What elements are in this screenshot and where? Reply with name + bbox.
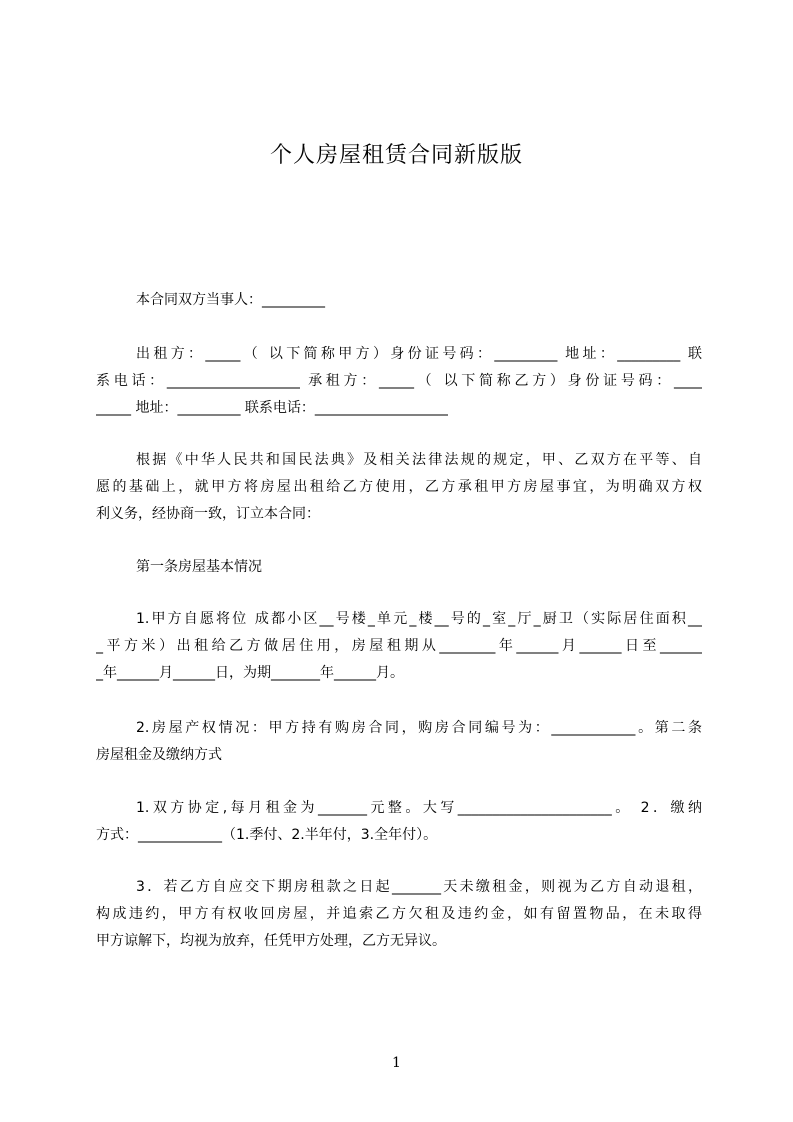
text-line: 3．若乙方自应交下期房租款之日起_______天未缴租金，则视为乙方自动退租， — [136, 879, 702, 895]
text-line: _____ 地址：_________ 联系电话：___________________ — [96, 400, 448, 416]
legal-basis-paragraph — [96, 447, 702, 528]
article-1-heading — [96, 554, 702, 581]
text-line: 构成违约，甲方有权收回房屋，并追索乙方欠租及违约金，如有留置物品，在未取得 — [96, 906, 702, 922]
lessor-lessee-paragraph — [96, 341, 702, 422]
text-line: 第一条房屋基本情况 — [136, 559, 262, 575]
text-line: 根据《中华人民共和国民法典》及相关法律法规的规定，甲、乙双方在平等、自 — [136, 452, 702, 468]
page-number: 1 — [392, 1055, 401, 1071]
document-title: 个人房屋租赁合同新版版 — [269, 143, 523, 168]
text-line: 1.甲方自愿将位 成都小区__号楼_单元_楼__号的_室_厅_厨卫（实际居住面积__ — [136, 611, 702, 627]
clause-property-rights — [96, 715, 702, 769]
text-line: 本合同双方当事人：_________ — [136, 292, 325, 308]
clause-rent-payment — [96, 795, 702, 849]
text-line: 甲方谅解下，均视为放弃，任凭甲方处理，乙方无异议。 — [96, 933, 446, 949]
text-line: 出租方：_____（ 以下简称甲方）身份证号码：_________ 地址：_________ 联 — [136, 346, 702, 362]
text-line: 2.房屋产权情况：甲方持有购房合同，购房合同编号为：____________。第二条 — [136, 720, 702, 736]
text-line: _平方米）出租给乙方做居住用，房屋租期从________年______月______日至______ — [96, 638, 702, 654]
text-line: _年______月______日，为期_______年______月。 — [96, 665, 404, 681]
text-line: 系电话：___________________ 承租方：_____（ 以下简称乙方）身份证号码：____ — [96, 373, 702, 389]
text-line: 1.双方协定,每月租金为_______元整。大写______________________。 2．缴纳 — [136, 800, 702, 816]
text-line: 愿的基础上，就甲方将房屋出租给乙方使用，乙方承租甲方房屋事宜，为明确双方权 — [96, 479, 702, 495]
text-line: 方式：____________（1.季付、2.半年付，3.全年付）。 — [96, 827, 438, 843]
clause-house-description — [96, 606, 702, 687]
text-line: 房屋租金及缴纳方式 — [96, 747, 222, 763]
text-line: 利义务，经协商一致，订立本合同： — [96, 506, 320, 522]
clause-late-payment — [96, 874, 702, 955]
parties-paragraph — [96, 287, 702, 314]
